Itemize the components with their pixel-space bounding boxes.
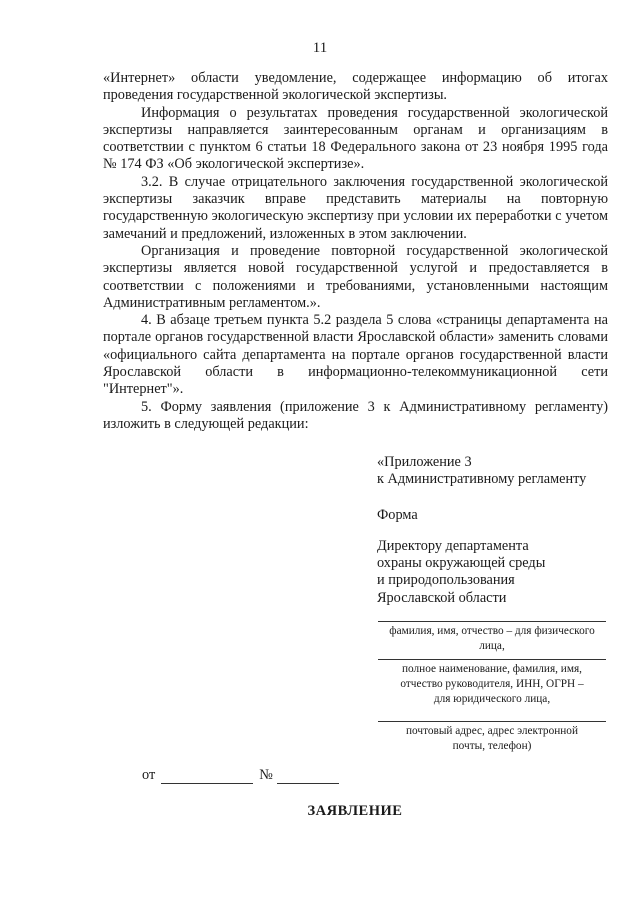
from-label: от — [142, 767, 156, 783]
appendix-header: «Приложение 3 к Административному регламенту — [377, 454, 587, 488]
applicant-name-caption: фамилия, имя, отчество – для физического лица, — [389, 625, 595, 652]
legal-entity-caption: полное наименование, фамилия, имя, отчество руководителя, ИНН, ОГРН – для юридического лица, — [400, 663, 584, 705]
number-label: № — [259, 767, 273, 783]
body-text — [103, 70, 608, 433]
form-label: Форма — [377, 506, 418, 523]
date-number-row — [142, 767, 339, 784]
paragraph-item-4: 4. В абзаце третьем пункта 5.2 раздела 5 слова «страницы департамента на портале органов государственной власти Ярославской области» заменить словами «официального сайта департамента на портале органов государственной власти Ярославской области в информационно-телекоммуникационной сети "Интернет"». — [103, 312, 608, 398]
signature-line — [378, 621, 606, 622]
paragraph-results-info: Информация о результатах проведения государственной экологической экспертизы направляется заинтересованным органам и организациям в соответствии с пунктом 6 статьи 18 Федерального закона от 23 ноября 1995 года № 174 ФЗ «Об экологической экспертизе». — [103, 104, 608, 173]
signature-line — [378, 721, 606, 722]
paragraph-repeat-expertise: Организация и проведение повторной государственной экологической экспертизы является новой государственной услугой и предоставляется в соответствии с положениями и требованиями, установленными настоящим Административным регламентом.». — [103, 242, 608, 311]
contacts-field — [378, 721, 606, 754]
number-blank — [277, 769, 339, 784]
signature-line — [378, 659, 606, 660]
addressee: Директору департамента охраны окружающей среды и природопользования Ярославской области — [377, 537, 546, 606]
document-title: ЗАЯВЛЕНИЕ — [307, 803, 403, 819]
date-blank — [161, 769, 253, 784]
contacts-caption: почтовый адрес, адрес электронной почты, телефон) — [405, 725, 579, 752]
legal-entity-field — [378, 659, 606, 707]
applicant-name-field — [378, 621, 606, 654]
paragraph-3-2: 3.2. В случае отрицательного заключения государственной экологической экспертизы заказчик вправе представить материалы на повторную государственную экологическую экспертизу при условии их переработки с учетом замечаний и предложений, изложенных в этом заключении. — [103, 173, 608, 242]
appendix-block — [377, 454, 617, 607]
paragraph-internet-notice: «Интернет» области уведомление, содержащее информацию об итогах проведения государственной экологической экспертизы. — [103, 70, 608, 104]
paragraph-item-5: 5. Форму заявления (приложение 3 к Административному регламенту) изложить в следующей редакции: — [103, 398, 608, 432]
page-number: 11 — [312, 40, 328, 56]
